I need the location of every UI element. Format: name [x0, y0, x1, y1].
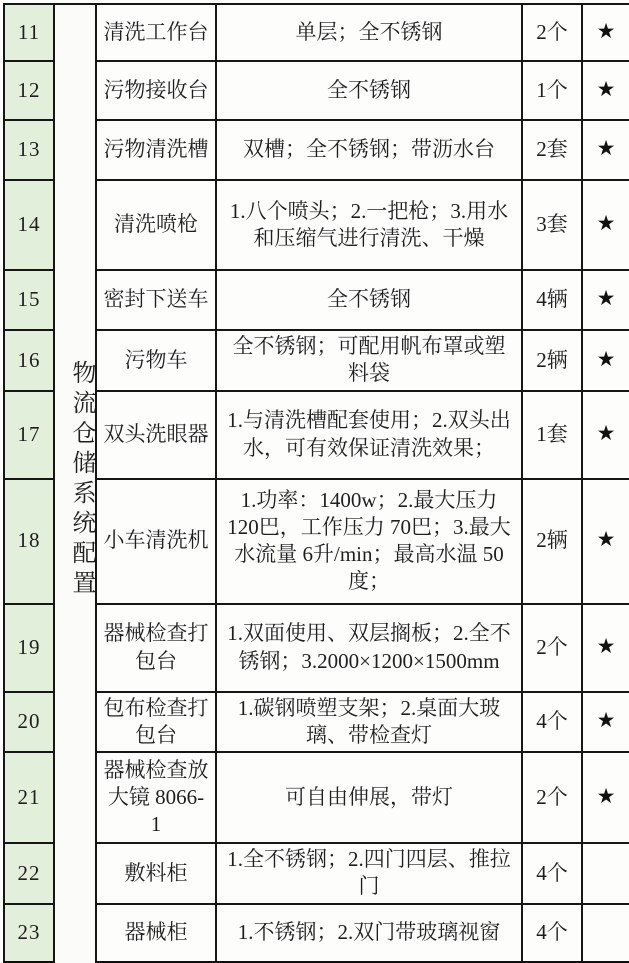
- star-icon: ★: [596, 708, 616, 733]
- item-qty-cell: 2套: [522, 120, 582, 180]
- item-star-cell: [582, 692, 629, 753]
- star-icon: ★: [596, 76, 616, 101]
- item-star-cell: [582, 4, 629, 61]
- item-spec-cell: 1.双面使用、双层搁板；2.全不锈钢；3.2000×1200×1500mm: [216, 604, 522, 692]
- row-number-cell: 12: [4, 61, 54, 120]
- item-name-cell: 敷料柜: [96, 843, 216, 904]
- table-row: [4, 604, 629, 692]
- star-icon: ★: [596, 286, 616, 311]
- row-number-cell: 20: [4, 692, 54, 753]
- item-qty-cell: 2辆: [522, 479, 582, 604]
- table-row: [4, 479, 629, 604]
- star-icon: ★: [596, 211, 616, 236]
- table-row: [4, 4, 629, 61]
- item-name-cell: 双头洗眼器: [96, 391, 216, 479]
- item-name-cell: 污物接收台: [96, 61, 216, 120]
- item-name-cell: 器械检查打包台: [96, 604, 216, 692]
- star-icon: ★: [596, 136, 616, 161]
- row-number-cell: 22: [4, 843, 54, 904]
- item-star-cell: [582, 752, 629, 843]
- item-qty-cell: 1个: [522, 61, 582, 120]
- table-row: [4, 692, 629, 753]
- item-qty-cell: 2个: [522, 604, 582, 692]
- row-number-cell: 17: [4, 391, 54, 479]
- item-name-cell: 清洗喷枪: [96, 180, 216, 270]
- table-row: [4, 904, 629, 963]
- group-label-cell: [54, 4, 96, 963]
- row-number-cell: 14: [4, 180, 54, 270]
- item-star-cell: [582, 479, 629, 604]
- item-spec-cell: 1.功率：1400w；2.最大压力 120巴，工作压力 70巴；3.最大水流量 6升/min；最高水温 50度；: [216, 479, 522, 604]
- item-star-cell: [582, 270, 629, 330]
- item-star-cell: [582, 391, 629, 479]
- star-icon: ★: [596, 346, 616, 371]
- equipment-table: [3, 3, 629, 963]
- item-qty-cell: 4辆: [522, 270, 582, 330]
- star-icon: ★: [596, 784, 616, 809]
- item-qty-cell: 2个: [522, 4, 582, 61]
- item-spec-cell: 1.全不锈钢；2.四门四层、推拉门: [216, 843, 522, 904]
- table-row: [4, 120, 629, 180]
- item-star-cell: [582, 180, 629, 270]
- item-qty-cell: 2辆: [522, 330, 582, 391]
- item-star-cell: [582, 904, 629, 963]
- item-spec-cell: 1.与清洗槽配套使用；2.双头出水，可有效保证清洗效果；: [216, 391, 522, 479]
- group-label-vertical-text: 物流仓储系统配置: [68, 360, 94, 601]
- item-name-cell: 密封下送车: [96, 270, 216, 330]
- row-number-cell: 19: [4, 604, 54, 692]
- star-icon: ★: [596, 633, 616, 658]
- item-spec-cell: 1.不锈钢；2.双门带玻璃视窗: [216, 904, 522, 963]
- item-name-cell: 包布检查打包台: [96, 692, 216, 753]
- item-name-cell: 污物车: [96, 330, 216, 391]
- star-icon: ★: [596, 420, 616, 445]
- item-spec-cell: 全不锈钢: [216, 61, 522, 120]
- table-row: [4, 330, 629, 391]
- item-name-cell: 小车清洗机: [96, 479, 216, 604]
- item-spec-cell: 1.碳钢喷塑支架；2.桌面大玻璃、带检查灯: [216, 692, 522, 753]
- item-qty-cell: 4个: [522, 904, 582, 963]
- row-number-cell: 21: [4, 752, 54, 843]
- row-number-cell: 23: [4, 904, 54, 963]
- item-spec-cell: 全不锈钢；可配用帆布罩或塑料袋: [216, 330, 522, 391]
- item-spec-cell: 1.八个喷头；2.一把枪；3.用水和压缩气进行清洗、干燥: [216, 180, 522, 270]
- row-number-cell: 13: [4, 120, 54, 180]
- item-name-cell: 污物清洗槽: [96, 120, 216, 180]
- item-star-cell: [582, 330, 629, 391]
- equipment-table-body: [4, 4, 629, 963]
- item-qty-cell: 1套: [522, 391, 582, 479]
- row-number-cell: 15: [4, 270, 54, 330]
- table-row: [4, 270, 629, 330]
- item-qty-cell: 2个: [522, 752, 582, 843]
- star-icon: ★: [596, 527, 616, 552]
- table-row: [4, 391, 629, 479]
- item-name-cell: 清洗工作台: [96, 4, 216, 61]
- item-star-cell: [582, 61, 629, 120]
- item-spec-cell: 可自由伸展，带灯: [216, 752, 522, 843]
- item-spec-cell: 单层；全不锈钢: [216, 4, 522, 61]
- row-number-cell: 11: [4, 4, 54, 61]
- star-icon: ★: [596, 18, 616, 43]
- item-name-cell: 器械检查放大镜 8066-1: [96, 752, 216, 843]
- item-qty-cell: 4个: [522, 843, 582, 904]
- table-row: [4, 843, 629, 904]
- item-name-cell: 器械柜: [96, 904, 216, 963]
- table-row: [4, 752, 629, 843]
- item-star-cell: [582, 843, 629, 904]
- item-star-cell: [582, 120, 629, 180]
- table-row: [4, 61, 629, 120]
- row-number-cell: 16: [4, 330, 54, 391]
- table-row: [4, 180, 629, 270]
- item-spec-cell: 双槽；全不锈钢；带沥水台: [216, 120, 522, 180]
- item-qty-cell: 3套: [522, 180, 582, 270]
- item-spec-cell: 全不锈钢: [216, 270, 522, 330]
- row-number-cell: 18: [4, 479, 54, 604]
- item-qty-cell: 4个: [522, 692, 582, 753]
- item-star-cell: [582, 604, 629, 692]
